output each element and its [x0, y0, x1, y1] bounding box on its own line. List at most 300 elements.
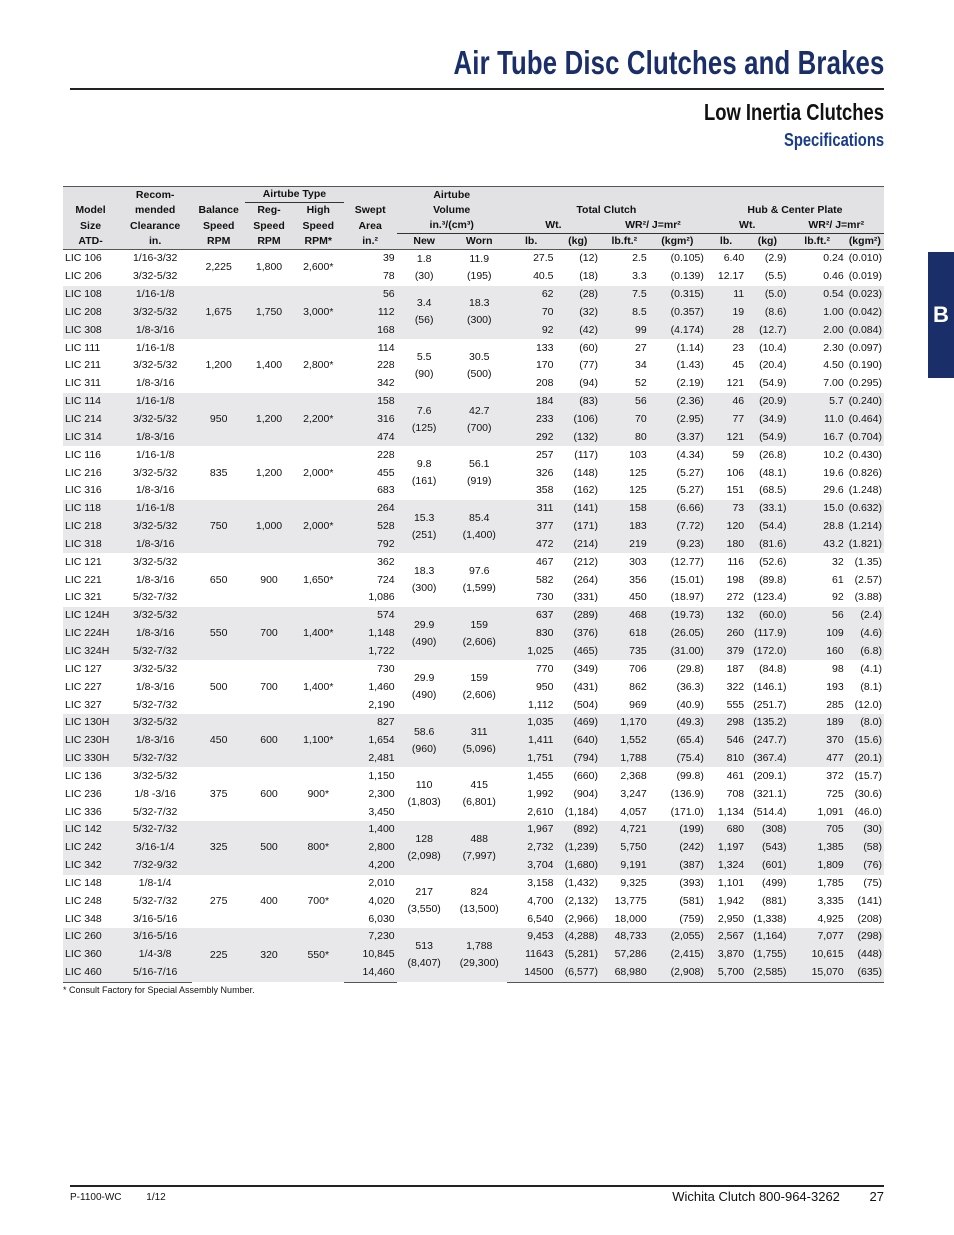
table-cell: (0.295)	[848, 377, 882, 390]
table-cell: 9,453	[507, 928, 556, 946]
doc-date: 1/12	[146, 1192, 166, 1203]
table-cell: 1,750	[245, 286, 293, 340]
table-cell: 3,450	[368, 805, 395, 818]
volume-worn: 42.7	[469, 404, 490, 417]
header-cell: (kg)	[556, 234, 600, 250]
table-cell: LIC 111	[65, 341, 101, 354]
table-cell: (4.6)	[846, 625, 884, 643]
table-cell: 6.40	[723, 252, 745, 265]
table-cell: (2.95)	[649, 411, 706, 429]
table-cell: 730	[535, 591, 554, 604]
volume-new-cm: (490)	[411, 689, 437, 702]
table-cell: 356	[629, 573, 647, 586]
table-cell: LIC 342	[63, 857, 118, 875]
table-cell: 225	[192, 928, 245, 982]
table-cell	[397, 660, 452, 714]
table-cell: 450	[629, 591, 647, 604]
table-cell: 23	[732, 341, 745, 354]
table-cell: (212)	[573, 555, 598, 568]
table-cell: 7.00	[823, 377, 844, 390]
table-cell: 528	[344, 518, 397, 536]
table-cell: 125	[629, 484, 647, 497]
table-cell: (0.139)	[670, 270, 704, 283]
table-cell: 1.00	[789, 304, 846, 322]
table-cell: (48.1)	[759, 466, 787, 479]
table-cell	[452, 875, 507, 929]
table-cell: (26.8)	[759, 448, 787, 461]
table-cell: 3/32-5/32	[118, 411, 192, 429]
table-cell: (34.9)	[746, 411, 788, 429]
table-cell: 1,411	[507, 732, 556, 750]
table-cell	[397, 714, 452, 768]
table-cell: (5.27)	[676, 484, 704, 497]
table-cell: (106)	[556, 411, 600, 429]
volume-new: 29.9	[413, 618, 435, 631]
table-cell: 1,654	[344, 732, 397, 750]
volume-worn: 488	[470, 832, 488, 845]
table-cell: 1,112	[528, 698, 554, 711]
header-cell: Speed	[253, 219, 285, 232]
table-cell: 10,615	[789, 946, 846, 964]
table-cell: 1,809	[789, 857, 846, 875]
table-cell	[397, 446, 452, 500]
table-cell: (54.9)	[759, 377, 787, 390]
table-cell: LIC 208	[63, 304, 118, 322]
table-cell: (2,966)	[564, 912, 598, 925]
volume-worn-cm: (7,997)	[462, 849, 496, 862]
table-cell: (6.66)	[649, 500, 706, 518]
table-cell: (5.27)	[676, 466, 704, 479]
table-cell: (12.77)	[670, 555, 704, 568]
volume-worn: 85.4	[469, 511, 490, 524]
table-cell: 3/16-5/16	[132, 912, 178, 925]
header-cell: (kgm²)	[649, 234, 706, 250]
table-cell: 862	[629, 680, 647, 693]
table-cell: 52	[635, 377, 647, 390]
volume-worn: 18.3	[469, 297, 490, 310]
header-cell: Airtube	[397, 187, 507, 203]
table-cell	[397, 553, 452, 607]
table-cell: 2.30	[823, 341, 844, 354]
table-cell: (5,281)	[556, 946, 600, 964]
table-cell: 705	[789, 821, 846, 839]
table-cell	[397, 500, 452, 554]
table-cell: 5/32-7/32	[132, 698, 178, 711]
table-cell: (214)	[556, 536, 600, 554]
table-cell: 46	[706, 393, 746, 411]
volume-worn-cm: (13,500)	[459, 903, 499, 916]
header-cell: Swept	[354, 204, 386, 216]
table-cell: 2,732	[507, 839, 556, 857]
volume-worn-cm: (919)	[466, 475, 492, 488]
table-cell: 1,200	[255, 466, 283, 479]
table-cell: 0.46	[823, 270, 844, 283]
table-cell: 5,750	[600, 839, 649, 857]
table-cell: 370	[789, 732, 846, 750]
table-cell: (77)	[579, 359, 598, 372]
table-cell: 43.2	[789, 536, 846, 554]
volume-new-cm: (960)	[411, 742, 437, 755]
table-cell: 574	[344, 607, 397, 625]
table-cell: 467	[535, 555, 554, 568]
table-header	[63, 187, 884, 250]
table-cell: 650	[209, 573, 228, 586]
volume-worn: 415	[470, 779, 488, 792]
table-cell: 180	[706, 536, 746, 554]
table-cell: 1,751	[507, 750, 556, 768]
table-cell: LIC 330H	[63, 750, 118, 768]
table-cell: 10.2	[823, 448, 844, 461]
table-cell: 158	[344, 393, 397, 411]
table-cell: 455	[377, 466, 395, 479]
table-cell: (75)	[863, 876, 882, 889]
table-cell: 8.5	[600, 304, 649, 322]
table-cell: (0.430)	[848, 448, 882, 461]
table-cell: 92	[507, 321, 556, 339]
table-cell: 5,700	[706, 964, 746, 982]
table-cell: (171)	[556, 518, 600, 536]
table-cell: 121	[706, 428, 746, 446]
table-cell: (881)	[762, 894, 787, 907]
table-cell: (635)	[846, 964, 884, 982]
table-cell: (0.464)	[846, 411, 884, 429]
page-title: Air Tube Disc Clutches and Brakes	[453, 44, 884, 81]
header-cell: RPM*	[293, 234, 344, 250]
table-cell: 450	[192, 714, 245, 768]
volume-new: 58.6	[413, 725, 435, 738]
table-cell: 15,070	[789, 964, 846, 982]
table-cell: 5/32-7/32	[118, 821, 192, 839]
table-cell: (117)	[574, 448, 598, 461]
table-cell: (251.7)	[753, 698, 787, 711]
table-cell: (0.357)	[649, 304, 706, 322]
table-cell: 7,077	[789, 928, 846, 946]
table-cell: 830	[507, 625, 556, 643]
table-cell: 103	[629, 448, 647, 461]
table-cell: LIC 316	[65, 484, 102, 497]
volume-new-cm: (125)	[411, 421, 437, 434]
volume-new: 513	[415, 940, 433, 953]
table-cell: 9,191	[600, 857, 649, 875]
volume-new: 128	[415, 832, 433, 845]
table-cell: (12.0)	[854, 698, 882, 711]
table-cell: 1,722	[344, 643, 397, 661]
volume-new: 110	[415, 779, 433, 792]
table-cell: 39	[382, 252, 395, 265]
table-cell: 1,101	[717, 876, 745, 889]
table-cell: (514.4)	[753, 805, 787, 818]
table-cell: 600	[260, 787, 278, 800]
table-cell: (9.23)	[649, 536, 706, 554]
table-cell: 637	[507, 607, 556, 625]
table-cell: 15.0	[789, 500, 846, 518]
table-cell: 2,300	[368, 787, 395, 800]
table-cell: (15.01)	[670, 573, 704, 586]
table-cell: 1/16-1/8	[135, 341, 175, 354]
table-cell	[452, 446, 507, 500]
header-cell: Speed	[302, 219, 334, 232]
header-cell: WR²/ J=mr²	[789, 218, 884, 234]
volume-new: 1.8	[416, 252, 432, 265]
volume-worn-cm: (2,606)	[462, 689, 496, 702]
table-cell: LIC 218	[63, 518, 118, 536]
table-cell: 1/8-3/16	[118, 428, 192, 446]
table-cell: 1/8-3/16	[135, 680, 175, 693]
table-cell: (1.214)	[846, 518, 884, 536]
table-cell	[452, 393, 507, 447]
spec-table	[63, 186, 884, 983]
table-cell: 1,650*	[303, 573, 334, 586]
table-cell: 1/8-3/16	[118, 536, 192, 554]
table-cell: 112	[344, 304, 397, 322]
volume-new: 217	[415, 886, 433, 899]
table-cell: (3.37)	[649, 428, 706, 446]
table-cell: LIC 230H	[63, 732, 118, 750]
table-cell: 9,325	[620, 876, 647, 889]
table-cell: 7/32-9/32	[118, 857, 192, 875]
table-row	[63, 250, 884, 268]
table-cell: (19.73)	[649, 607, 706, 625]
header-cell: Size	[80, 219, 102, 232]
table-cell: 4.50	[823, 359, 844, 372]
table-cell: 5/32-7/32	[118, 643, 192, 661]
table-cell: 0.54	[789, 286, 846, 304]
table-cell: (2.9)	[764, 252, 787, 265]
table-cell: 900	[260, 573, 278, 586]
table-cell: (321.1)	[753, 787, 787, 800]
table-cell: (581)	[679, 894, 704, 907]
header-cell: RPM	[245, 234, 293, 250]
table-cell: 5/32-7/32	[132, 591, 178, 604]
table-cell: (54.9)	[746, 428, 788, 446]
table-cell: 316	[344, 411, 397, 429]
header-cell: lb.	[507, 234, 556, 250]
table-cell: (1.35)	[854, 555, 882, 568]
table-cell: LIC 130H	[63, 714, 118, 732]
table-cell: LIC 242	[63, 839, 118, 857]
table-cell: LIC 348	[65, 912, 102, 925]
table-cell: 189	[789, 714, 846, 732]
volume-new-cm: (56)	[414, 314, 434, 327]
table-cell: (81.6)	[746, 536, 788, 554]
table-cell: LIC 124H	[63, 607, 118, 625]
table-cell: (135.2)	[746, 714, 788, 732]
volume-new-cm: (3,550)	[407, 903, 441, 916]
table-cell: 700	[245, 607, 293, 661]
table-cell: LIC 116	[65, 448, 101, 461]
volume-worn: 30.5	[469, 350, 490, 363]
header-cell: Hub & Center Plate	[747, 204, 843, 216]
table-cell: 680	[706, 821, 746, 839]
table-cell	[397, 250, 452, 286]
table-cell: LIC 227	[65, 680, 102, 693]
table-cell: 550	[192, 607, 245, 661]
table-cell	[452, 286, 507, 340]
table-cell: 1/4-3/8	[118, 946, 192, 964]
table-cell: (1,338)	[753, 912, 787, 925]
table-cell: 2,000*	[293, 500, 344, 554]
table-cell: 285	[826, 698, 844, 711]
table-cell: (469)	[556, 714, 600, 732]
table-cell: 3/32-5/32	[118, 714, 192, 732]
table-cell: 725	[826, 787, 844, 800]
volume-worn-cm: (29,300)	[459, 957, 499, 970]
table-cell: (1.248)	[848, 484, 882, 497]
table-cell: (76)	[846, 857, 884, 875]
table-cell: 750	[192, 500, 245, 554]
table-cell: 48,733	[600, 928, 649, 946]
table-cell: (1.43)	[676, 359, 704, 372]
header-cell: Balance	[198, 204, 239, 216]
table-cell: 2,800*	[303, 359, 334, 372]
table-cell: 770	[535, 662, 554, 675]
table-cell: (12.7)	[746, 321, 788, 339]
table-cell: 4,057	[620, 805, 647, 818]
table-cell: (640)	[556, 732, 600, 750]
table-cell: (171.0)	[670, 805, 704, 818]
header-cell: Wt.	[507, 218, 600, 234]
volume-worn: 1,788	[466, 940, 493, 953]
table-cell: (904)	[573, 787, 598, 800]
table-cell: (601)	[746, 857, 788, 875]
table-cell: (2,132)	[564, 894, 598, 907]
table-cell: 1,035	[507, 714, 556, 732]
table-cell: LIC 136	[65, 769, 102, 782]
volume-new: 3.4	[416, 297, 432, 310]
table-row	[63, 660, 884, 678]
table-cell: (141)	[556, 500, 600, 518]
table-cell: 3/32-5/32	[132, 662, 178, 675]
table-cell: 4,020	[368, 894, 395, 907]
table-cell: 1,400*	[303, 680, 334, 693]
table-cell: 70	[507, 304, 556, 322]
table-cell: 1/8-3/16	[118, 321, 192, 339]
table-cell: 2,010	[368, 876, 395, 889]
table-cell: (4.174)	[649, 321, 706, 339]
table-cell: (794)	[556, 750, 600, 768]
table-cell: 1/8-3/16	[135, 377, 175, 390]
table-row	[63, 607, 884, 625]
header-cell: (kgm²)	[846, 234, 884, 250]
table-row	[63, 767, 884, 785]
table-cell: 342	[377, 377, 395, 390]
table-cell: 77	[706, 411, 746, 429]
table-cell: 3/32-5/32	[132, 769, 178, 782]
table-cell: 78	[382, 270, 395, 283]
table-cell: LIC 221	[65, 573, 102, 586]
table-cell: 1,992	[527, 787, 554, 800]
table-cell: 5.7	[789, 393, 846, 411]
page-number: 27	[869, 1189, 884, 1204]
table-cell: (0.190)	[848, 359, 882, 372]
volume-new-cm: (300)	[411, 582, 437, 595]
volume-worn-cm: (195)	[466, 269, 492, 282]
table-cell: (1,164)	[746, 928, 788, 946]
volume-worn-cm: (300)	[466, 314, 492, 327]
table-cell: 272	[726, 591, 745, 604]
table-cell: 59	[732, 448, 745, 461]
header-cell: (kg)	[746, 234, 788, 250]
table-cell: 168	[344, 321, 397, 339]
table-cell: (0.084)	[846, 321, 884, 339]
table-cell: 1,675	[192, 286, 245, 340]
table-cell: (60.0)	[746, 607, 788, 625]
table-cell: LIC 336	[65, 805, 102, 818]
table-cell: LIC 324H	[63, 643, 118, 661]
table-cell: 500	[245, 821, 293, 875]
table-cell: 730	[377, 662, 395, 675]
table-cell: LIC 211	[65, 359, 101, 372]
table-cell: 2.00	[789, 321, 846, 339]
table-cell	[452, 553, 507, 607]
table-cell: 1,785	[817, 876, 844, 889]
table-cell: (2.4)	[846, 607, 884, 625]
header-cell: ATD-	[63, 234, 118, 250]
table-cell: 1,170	[600, 714, 649, 732]
volume-worn: 824	[470, 886, 488, 899]
table-cell: (49.3)	[649, 714, 706, 732]
table-cell: 900*	[307, 787, 330, 800]
table-cell: LIC 311	[65, 377, 101, 390]
table-cell: (58)	[846, 839, 884, 857]
table-cell: (7.72)	[649, 518, 706, 536]
table-cell: 184	[507, 393, 556, 411]
table-cell	[452, 339, 507, 393]
table-cell: (1,680)	[556, 857, 600, 875]
table-cell: 2,800	[344, 839, 397, 857]
table-cell: 1/8-3/16	[118, 625, 192, 643]
table-cell: (0.315)	[649, 286, 706, 304]
table-cell: LIC 214	[63, 411, 118, 429]
table-cell: 170	[535, 359, 554, 372]
table-cell: (60)	[579, 341, 598, 354]
volume-new-cm: (1,803)	[407, 796, 441, 809]
table-cell: 121	[726, 377, 745, 390]
table-cell: 32	[832, 555, 844, 568]
table-cell: (8.6)	[746, 304, 788, 322]
table-cell: 810	[706, 750, 746, 768]
table-cell: 311	[507, 500, 556, 518]
volume-worn-cm: (1,400)	[462, 528, 496, 541]
section-heading: Specifications	[783, 130, 884, 150]
volume-new-cm: (490)	[411, 635, 437, 648]
table-cell: LIC 460	[63, 964, 118, 982]
table-cell: 56	[789, 607, 846, 625]
table-cell: (6,577)	[556, 964, 600, 982]
table-cell: (376)	[556, 625, 600, 643]
table-cell: (1,184)	[564, 805, 598, 818]
table-cell: LIC 127	[65, 662, 102, 675]
table-cell: 1/16-1/8	[118, 500, 192, 518]
table-cell: 1,200	[245, 393, 293, 447]
table-cell: (28)	[556, 286, 600, 304]
volume-worn: 159	[470, 672, 488, 685]
header-cell: High	[306, 204, 330, 216]
section-tab: B	[928, 252, 954, 378]
table-cell: 303	[629, 555, 647, 568]
table-cell: 400	[260, 894, 278, 907]
table-cell: 120	[706, 518, 746, 536]
table-cell: (136.9)	[670, 787, 704, 800]
table-cell: (29.8)	[676, 662, 704, 675]
footer-rule	[70, 1185, 884, 1187]
table-cell: 45	[732, 359, 745, 372]
table-cell: 68,980	[600, 964, 649, 982]
table-cell	[452, 500, 507, 554]
table-cell: LIC 148	[65, 876, 102, 889]
header-cell: Airtube Type	[245, 187, 344, 203]
table-cell: 1/8-3/16	[135, 573, 175, 586]
